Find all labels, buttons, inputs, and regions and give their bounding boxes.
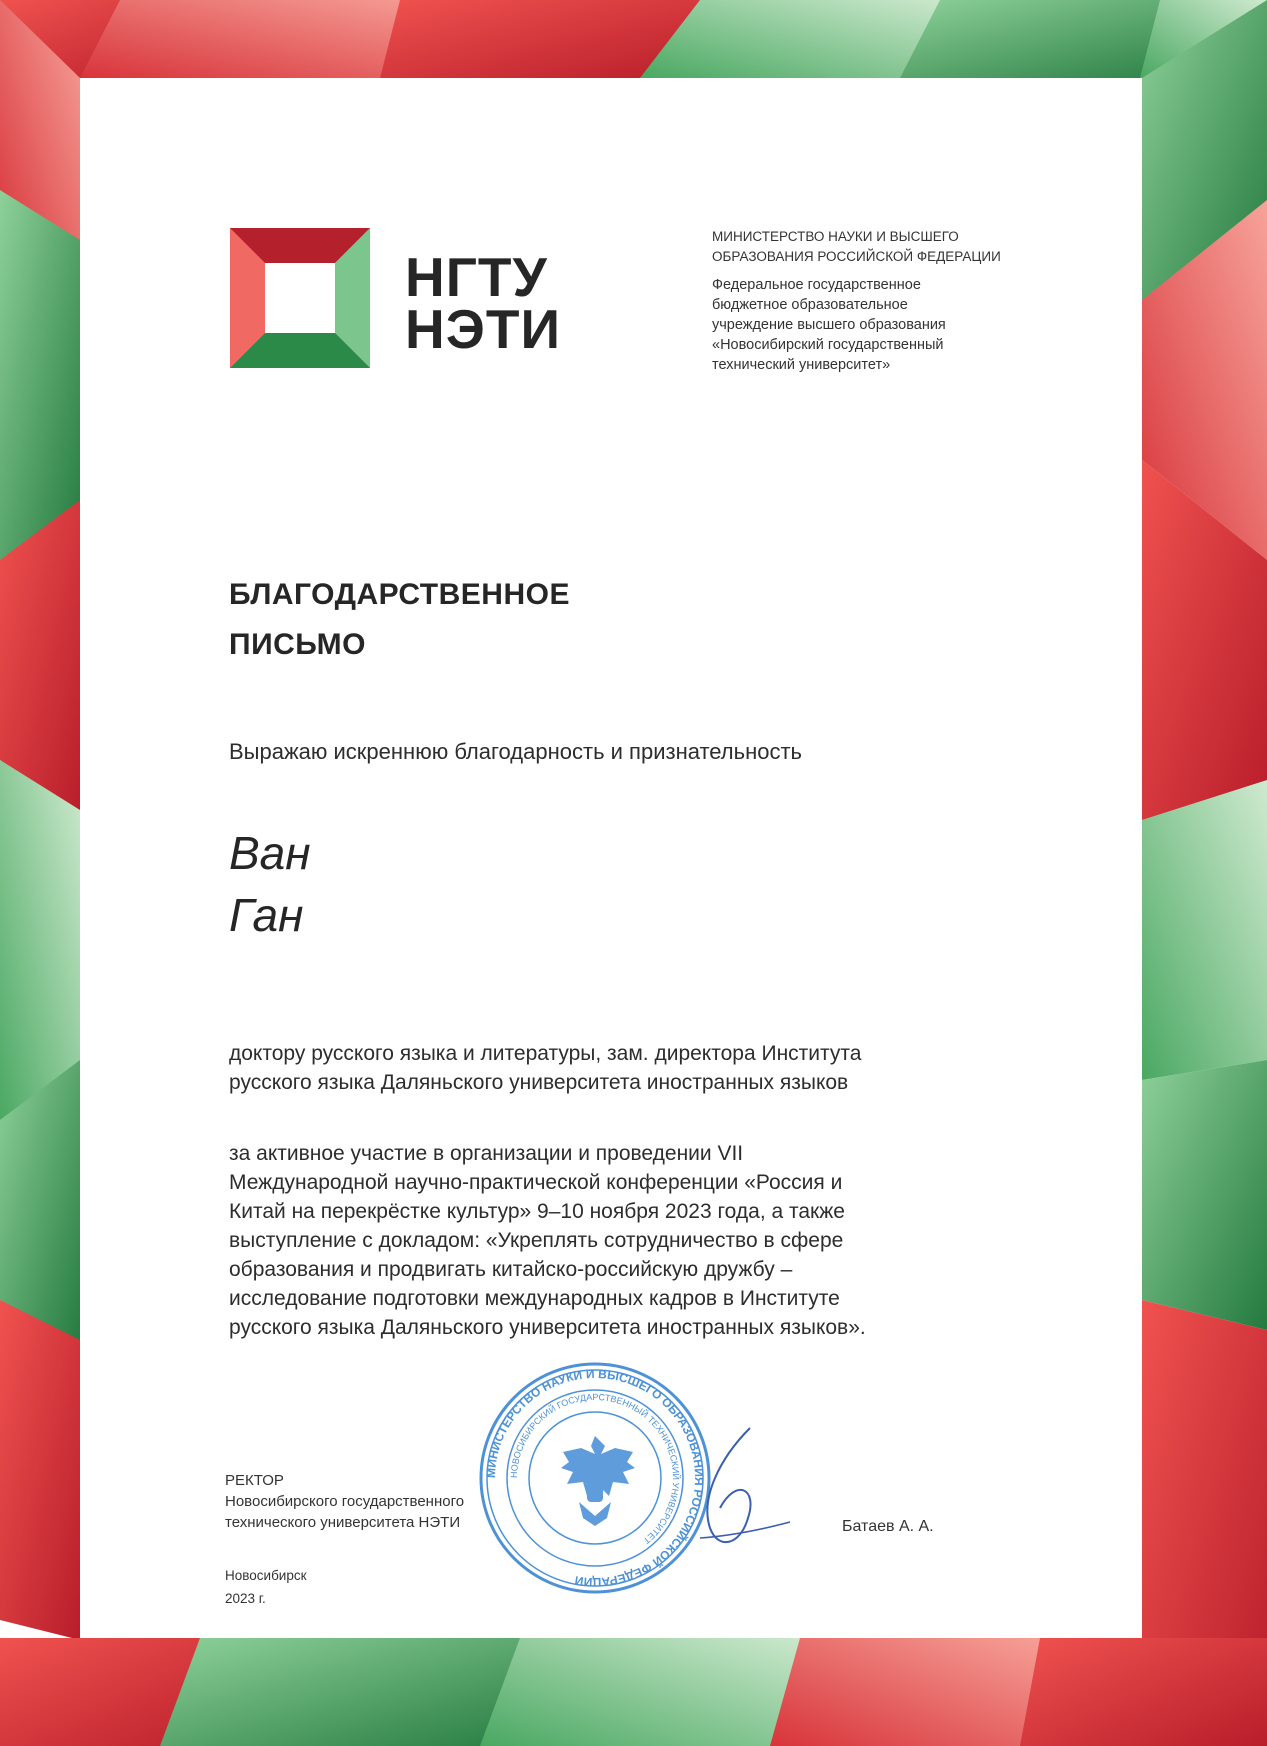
signatory-org-line2: технического университета НЭТИ — [225, 1514, 461, 1531]
reason-line5: образования и продвигать китайско-российскую дружбу – — [229, 1258, 793, 1281]
recipient-last-name: Ган — [229, 889, 304, 941]
city: Новосибирск — [225, 1568, 307, 1583]
signatory-role: РЕКТОР — [225, 1472, 284, 1489]
university-logo-mark — [230, 228, 370, 368]
ministry-line1: МИНИСТЕРСТВО НАУКИ И ВЫСШЕГО — [712, 229, 959, 244]
handwritten-signature — [640, 1418, 820, 1558]
signatory-name: Батаев А. А. — [842, 1518, 934, 1535]
year: 2023 г. — [225, 1591, 266, 1606]
recipient-position-line1: доктору русского языка и литературы, зам. директора Института — [229, 1042, 862, 1065]
intro-text: Выражаю искреннюю благодарность и признательность — [229, 739, 803, 764]
ministry-line2: ОБРАЗОВАНИЯ РОССИЙСКОЙ ФЕДЕРАЦИИ — [712, 249, 1001, 264]
recipient-position-line2: русского языка Даляньского университета иностранных языков — [229, 1071, 849, 1094]
document-title-line1: БЛАГОДАРСТВЕННОЕ — [229, 578, 570, 611]
svg-text:МИНИСТЕРСТВО НАУКИ И ВЫСШЕГО О: МИНИСТЕРСТВО НАУКИ И ВЫСШЕГО ОБРАЗОВАНИЯ РОССИЙСКОЙ ФЕДЕРАЦИИ — [483, 1366, 707, 1590]
reason-line7: русского языка Даляньского университета иностранных языков». — [229, 1316, 866, 1339]
institution-name: Федеральное государственное бюджетное образовательное учреждение высшего образования «Новосибирский государственный технический университет» — [712, 277, 946, 373]
letter-sheet — [80, 78, 1142, 1638]
reason-line3: Китай на перекрёстке культур» 9–10 ноября 2023 года, а также — [229, 1200, 845, 1223]
logo-text-line2: НЭТИ — [405, 298, 561, 360]
logo-text-line1: НГТУ — [405, 246, 548, 308]
reason-line6: исследование подготовки международных кадров в Институте — [229, 1287, 840, 1310]
recipient-first-name: Ван — [229, 827, 311, 879]
svg-text:НОВОСИБИРСКИЙ ГОСУДАРСТВЕННЫЙ: НОВОСИБИРСКИЙ ГОСУДАРСТВЕННЫЙ ТЕХНИЧЕСКИЙ УНИВЕРСИТЕТ — [508, 1391, 682, 1546]
reason-line4: выступление с докладом: «Укреплять сотрудничество в сфере — [229, 1229, 844, 1252]
reason-line2: Международной научно-практической конференции «Россия и — [229, 1171, 843, 1194]
reason-line1: за активное участие в организации и проведении VII — [229, 1142, 744, 1165]
document-title-line2: ПИСЬМО — [229, 628, 366, 661]
signatory-org-line1: Новосибирского государственного — [225, 1493, 465, 1510]
